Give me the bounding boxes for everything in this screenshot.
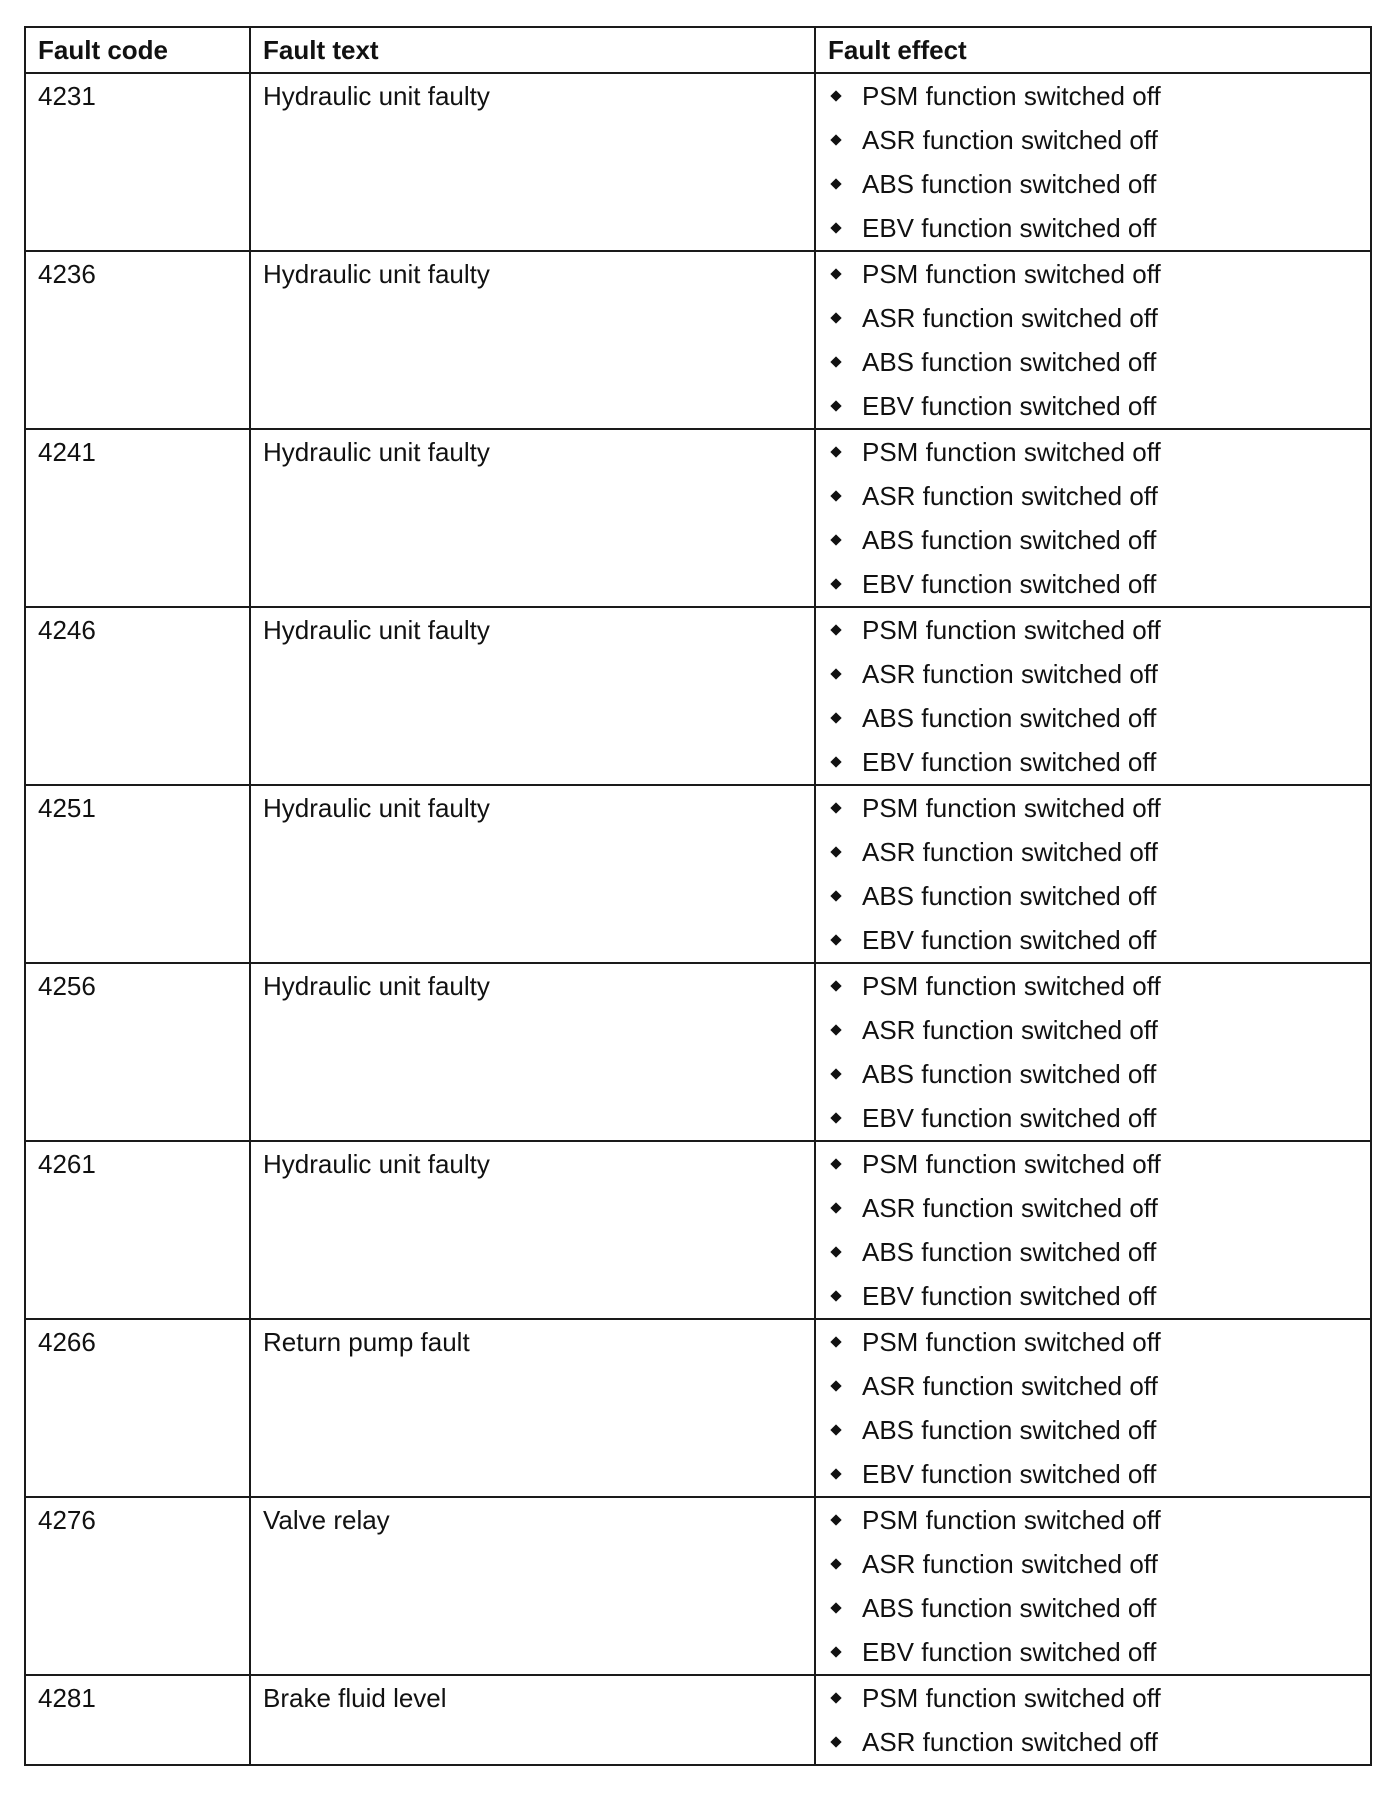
fault-effect-text: ASR function switched off	[862, 659, 1158, 689]
fault-effect-cell	[815, 785, 1371, 963]
fault-effect-cell	[815, 251, 1371, 429]
fault-effect-cell	[815, 607, 1371, 785]
fault-effect-item	[828, 340, 1370, 384]
diamond-bullet-icon	[830, 980, 841, 991]
fault-code-cell: 4266	[25, 1319, 250, 1497]
fault-code-cell: 4241	[25, 429, 250, 607]
diamond-bullet-icon	[830, 312, 841, 323]
fault-effect-text: ABS function switched off	[862, 1415, 1157, 1445]
fault-effect-cell	[815, 1497, 1371, 1675]
fault-code-cell: 4236	[25, 251, 250, 429]
diamond-bullet-icon	[830, 356, 841, 367]
fault-effect-text: ABS function switched off	[862, 1237, 1157, 1267]
header-fault-text: Fault text	[250, 27, 815, 73]
fault-text-cell: Hydraulic unit faulty	[250, 963, 815, 1141]
fault-effect-list	[828, 252, 1370, 428]
fault-effect-text: PSM function switched off	[862, 1683, 1161, 1713]
fault-effect-item	[828, 1542, 1370, 1586]
fault-effect-text: PSM function switched off	[862, 615, 1161, 645]
fault-effect-text: EBV function switched off	[862, 1637, 1157, 1667]
fault-effect-item	[828, 430, 1370, 474]
fault-effect-item	[828, 252, 1370, 296]
fault-effect-list	[828, 74, 1370, 250]
table-row	[25, 73, 1371, 251]
fault-text-cell: Valve relay	[250, 1497, 815, 1675]
diamond-bullet-icon	[830, 1380, 841, 1391]
fault-effect-text: ASR function switched off	[862, 837, 1158, 867]
diamond-bullet-icon	[830, 222, 841, 233]
fault-effect-item	[828, 1186, 1370, 1230]
diamond-bullet-icon	[830, 1424, 841, 1435]
fault-effect-text: PSM function switched off	[862, 1505, 1161, 1535]
fault-effect-item	[828, 1008, 1370, 1052]
fault-effect-text: ASR function switched off	[862, 1727, 1158, 1757]
diamond-bullet-icon	[830, 712, 841, 723]
fault-code-table	[24, 26, 1372, 1766]
fault-effect-text: PSM function switched off	[862, 1327, 1161, 1357]
diamond-bullet-icon	[830, 534, 841, 545]
fault-effect-text: ASR function switched off	[862, 125, 1158, 155]
fault-effect-item	[828, 162, 1370, 206]
table-row	[25, 1675, 1371, 1765]
fault-effect-item	[828, 608, 1370, 652]
fault-effect-item	[828, 1320, 1370, 1364]
fault-effect-text: EBV function switched off	[862, 1103, 1157, 1133]
fault-effect-text: ASR function switched off	[862, 481, 1158, 511]
fault-effect-item	[828, 830, 1370, 874]
fault-code-cell: 4281	[25, 1675, 250, 1765]
table-row	[25, 1319, 1371, 1497]
fault-effect-cell	[815, 429, 1371, 607]
table-row	[25, 1497, 1371, 1675]
fault-effect-item	[828, 1452, 1370, 1496]
fault-effect-list	[828, 430, 1370, 606]
diamond-bullet-icon	[830, 490, 841, 501]
fault-effect-text: EBV function switched off	[862, 1459, 1157, 1489]
fault-effect-list	[828, 608, 1370, 784]
fault-effect-item	[828, 874, 1370, 918]
fault-text-cell: Hydraulic unit faulty	[250, 785, 815, 963]
diamond-bullet-icon	[830, 1514, 841, 1525]
fault-effect-list	[828, 964, 1370, 1140]
fault-code-cell: 4231	[25, 73, 250, 251]
fault-text-cell: Hydraulic unit faulty	[250, 429, 815, 607]
fault-effect-item	[828, 1364, 1370, 1408]
fault-text-cell: Hydraulic unit faulty	[250, 251, 815, 429]
fault-effect-text: ABS function switched off	[862, 703, 1157, 733]
fault-text-cell: Hydraulic unit faulty	[250, 73, 815, 251]
diamond-bullet-icon	[830, 178, 841, 189]
table-body	[25, 73, 1371, 1765]
fault-effect-text: EBV function switched off	[862, 747, 1157, 777]
fault-effect-text: ABS function switched off	[862, 169, 1157, 199]
fault-effect-item	[828, 964, 1370, 1008]
diamond-bullet-icon	[830, 1602, 841, 1613]
table-row	[25, 607, 1371, 785]
fault-effect-cell	[815, 963, 1371, 1141]
fault-effect-text: ASR function switched off	[862, 1193, 1158, 1223]
fault-effect-item	[828, 74, 1370, 118]
fault-effect-item	[828, 1142, 1370, 1186]
fault-effect-item	[828, 1498, 1370, 1542]
fault-effect-item	[828, 1274, 1370, 1318]
diamond-bullet-icon	[830, 134, 841, 145]
fault-code-cell: 4261	[25, 1141, 250, 1319]
fault-effect-text: PSM function switched off	[862, 81, 1161, 111]
fault-effect-item	[828, 562, 1370, 606]
fault-effect-list	[828, 1320, 1370, 1496]
fault-effect-text: PSM function switched off	[862, 259, 1161, 289]
fault-effect-item	[828, 786, 1370, 830]
fault-effect-list	[828, 1142, 1370, 1318]
fault-effect-item	[828, 1676, 1370, 1720]
diamond-bullet-icon	[830, 756, 841, 767]
table-row	[25, 785, 1371, 963]
fault-effect-item	[828, 696, 1370, 740]
diamond-bullet-icon	[830, 890, 841, 901]
diamond-bullet-icon	[830, 1158, 841, 1169]
fault-effect-text: ASR function switched off	[862, 1549, 1158, 1579]
fault-effect-list	[828, 786, 1370, 962]
diamond-bullet-icon	[830, 268, 841, 279]
fault-effect-text: EBV function switched off	[862, 925, 1157, 955]
diamond-bullet-icon	[830, 802, 841, 813]
fault-effect-item	[828, 1052, 1370, 1096]
fault-effect-text: PSM function switched off	[862, 971, 1161, 1001]
table-row	[25, 1141, 1371, 1319]
fault-effect-text: EBV function switched off	[862, 1281, 1157, 1311]
fault-effect-list	[828, 1676, 1370, 1764]
diamond-bullet-icon	[830, 1290, 841, 1301]
fault-text-cell: Return pump fault	[250, 1319, 815, 1497]
table-header-row	[25, 27, 1371, 73]
fault-effect-text: EBV function switched off	[862, 569, 1157, 599]
diamond-bullet-icon	[830, 446, 841, 457]
diamond-bullet-icon	[830, 1646, 841, 1657]
diamond-bullet-icon	[830, 400, 841, 411]
fault-effect-text: EBV function switched off	[862, 213, 1157, 243]
fault-effect-text: ABS function switched off	[862, 881, 1157, 911]
fault-effect-list	[828, 1498, 1370, 1674]
diamond-bullet-icon	[830, 578, 841, 589]
fault-effect-item	[828, 474, 1370, 518]
fault-effect-cell	[815, 1141, 1371, 1319]
fault-effect-text: PSM function switched off	[862, 793, 1161, 823]
fault-effect-item	[828, 1230, 1370, 1274]
fault-effect-text: ABS function switched off	[862, 1059, 1157, 1089]
fault-effect-item	[828, 1096, 1370, 1140]
table-row	[25, 251, 1371, 429]
fault-text-cell: Brake fluid level	[250, 1675, 815, 1765]
fault-effect-item	[828, 652, 1370, 696]
diamond-bullet-icon	[830, 1336, 841, 1347]
fault-effect-item	[828, 206, 1370, 250]
diamond-bullet-icon	[830, 90, 841, 101]
fault-effect-text: ABS function switched off	[862, 525, 1157, 555]
fault-code-cell: 4246	[25, 607, 250, 785]
table-row	[25, 429, 1371, 607]
fault-effect-text: PSM function switched off	[862, 437, 1161, 467]
fault-effect-item	[828, 296, 1370, 340]
diamond-bullet-icon	[830, 934, 841, 945]
fault-effect-cell	[815, 1675, 1371, 1765]
fault-effect-item	[828, 740, 1370, 784]
fault-effect-text: ABS function switched off	[862, 1593, 1157, 1623]
fault-effect-text: ABS function switched off	[862, 347, 1157, 377]
diamond-bullet-icon	[830, 1246, 841, 1257]
header-fault-code: Fault code	[25, 27, 250, 73]
diamond-bullet-icon	[830, 1024, 841, 1035]
header-fault-effect: Fault effect	[815, 27, 1371, 73]
table-row	[25, 963, 1371, 1141]
fault-effect-item	[828, 1630, 1370, 1674]
fault-effect-cell	[815, 1319, 1371, 1497]
fault-effect-text: ASR function switched off	[862, 1371, 1158, 1401]
diamond-bullet-icon	[830, 1558, 841, 1569]
fault-effect-text: EBV function switched off	[862, 391, 1157, 421]
diamond-bullet-icon	[830, 1736, 841, 1747]
fault-effect-item	[828, 1720, 1370, 1764]
fault-effect-cell	[815, 73, 1371, 251]
fault-text-cell: Hydraulic unit faulty	[250, 607, 815, 785]
diamond-bullet-icon	[830, 1068, 841, 1079]
fault-effect-text: PSM function switched off	[862, 1149, 1161, 1179]
diamond-bullet-icon	[830, 846, 841, 857]
diamond-bullet-icon	[830, 1468, 841, 1479]
fault-code-cell: 4256	[25, 963, 250, 1141]
diamond-bullet-icon	[830, 1202, 841, 1213]
fault-effect-item	[828, 518, 1370, 562]
fault-effect-item	[828, 1586, 1370, 1630]
fault-code-cell: 4251	[25, 785, 250, 963]
fault-effect-item	[828, 118, 1370, 162]
fault-text-cell: Hydraulic unit faulty	[250, 1141, 815, 1319]
fault-code-cell: 4276	[25, 1497, 250, 1675]
fault-effect-text: ASR function switched off	[862, 303, 1158, 333]
fault-effect-item	[828, 384, 1370, 428]
diamond-bullet-icon	[830, 1692, 841, 1703]
fault-effect-text: ASR function switched off	[862, 1015, 1158, 1045]
diamond-bullet-icon	[830, 668, 841, 679]
diamond-bullet-icon	[830, 624, 841, 635]
diamond-bullet-icon	[830, 1112, 841, 1123]
fault-effect-item	[828, 1408, 1370, 1452]
fault-effect-item	[828, 918, 1370, 962]
